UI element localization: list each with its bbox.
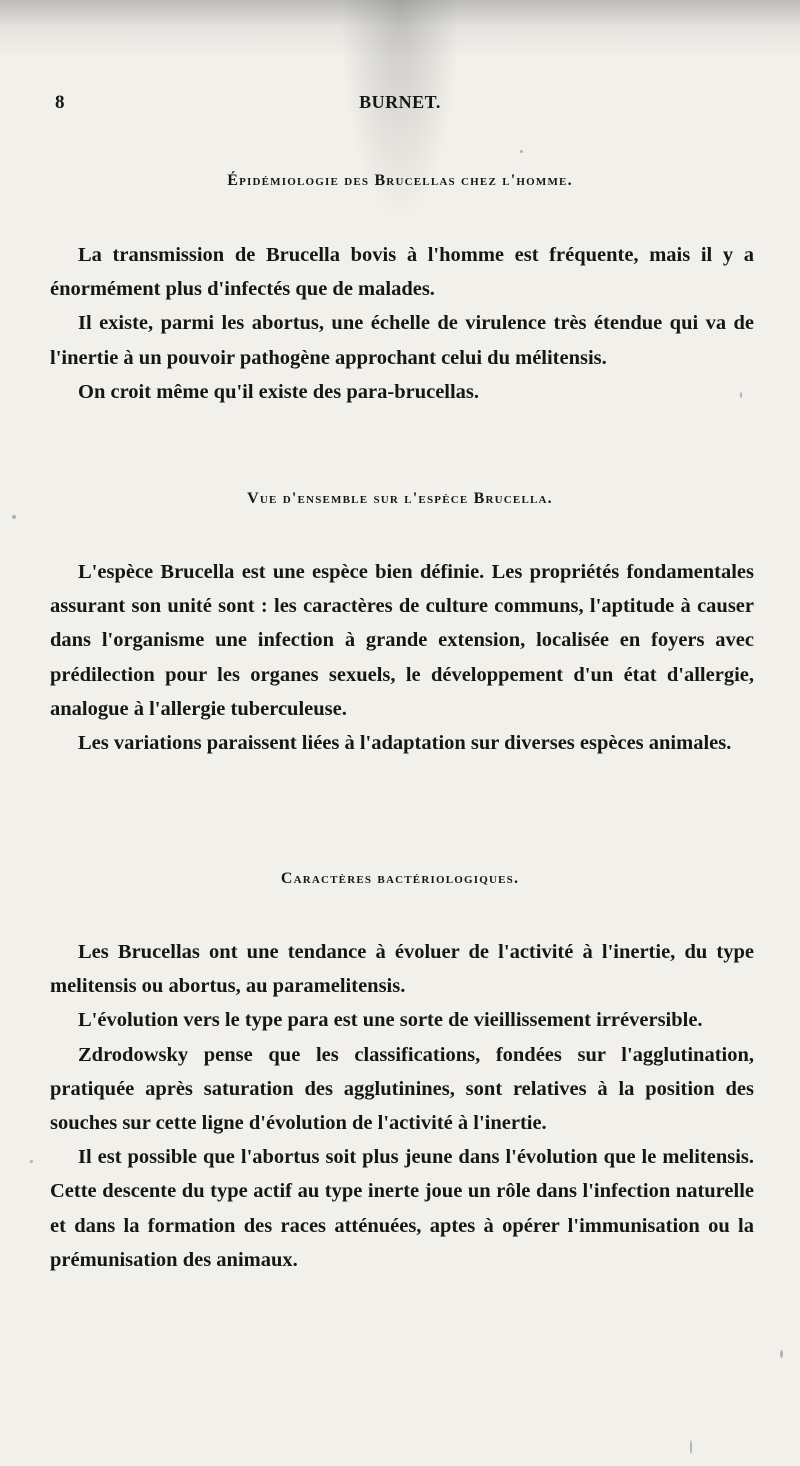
paragraph: L'espèce Brucella est une espèce bien définie. Les propriétés fondamentales assurant son unité sont : les caractères de culture communs, l'aptitude à causer dans l'organisme une infection à grande extension, localisée en foyers avec prédilection pour les organes sexuels, le développement d'un état d'allergie, analogue à l'allergie tuberculeuse. [50,561,754,720]
paragraph: On croit même qu'il existe des para-brucellas. [78,380,480,403]
paragraph: La transmission de Brucella bovis à l'homme est fréquente, mais il y a énormément plus d'infectés que de malades. [50,244,754,301]
section-heading-caracteres: Caractères bactériologiques. [280,870,520,887]
section-body-caracteres [50,935,754,1277]
section-body-vue-ensemble [50,555,754,760]
page-number: 8 [55,92,65,113]
scan-speck [780,1350,783,1358]
section-heading-epidemiologie: Épidémiologie des Brucellas chez l'homme. [227,172,573,189]
paragraph: Les variations paraissent liées à l'adaptation sur diverses espèces animales. [78,732,732,755]
paragraph: Il est possible que l'abortus soit plus jeune dans l'évolution que le melitensis. Cette descente du type actif au type inerte joue un rôle dans l'infection naturelle et dans la formation des races atténuées, aptes à opérer l'immunisation ou la prémunisation des animaux. [50,1146,754,1271]
running-head-title: BURNET. [359,92,441,112]
running-head [55,92,745,116]
paragraph: L'évolution vers le type para est une sorte de vieillissement irréversible. [78,1009,703,1032]
paragraph: Les Brucellas ont une tendance à évoluer de l'activité à l'inertie, du type melitensis ou abortus, au paramelitensis. [50,941,754,998]
section-heading-vue-ensemble: Vue d'ensemble sur l'espèce Brucella. [247,490,553,507]
paragraph: Zdrodowsky pense que les classifications, fondées sur l'agglutination, pratiquée après saturation des agglutinines, sont relatives à la position des souches sur cette ligne d'évolution de l'activité à l'inertie. [50,1043,754,1135]
scan-speck [30,1160,33,1163]
paragraph: Il existe, parmi les abortus, une échelle de virulence très étendue qui va de l'inertie à un pouvoir pathogène approchant celui du mélitensis. [50,312,754,369]
scan-speck [690,1440,692,1454]
scan-speck [12,515,16,519]
scan-speck [520,150,523,153]
section-body-epidemiologie [50,238,754,409]
